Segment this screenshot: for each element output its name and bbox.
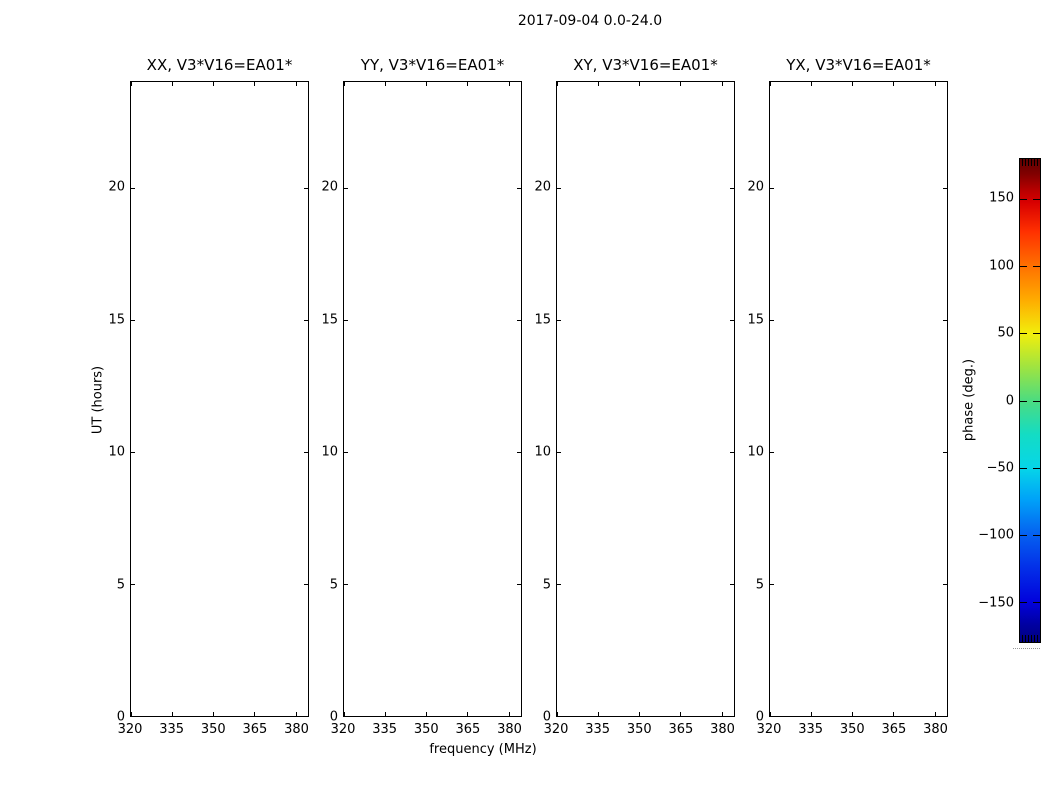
x-tick-label: 350 — [626, 722, 652, 737]
y-tick — [131, 584, 135, 585]
y-tick-label: 5 — [329, 577, 338, 592]
colorbar-tick — [1033, 266, 1040, 267]
y-tick — [557, 716, 561, 717]
x-tick — [722, 82, 723, 86]
colorbar-tick — [1033, 199, 1040, 200]
y-tick-label: 15 — [321, 312, 338, 327]
subplot-xx-title: XX, V3*V16=EA01* — [146, 56, 293, 74]
x-tick-label: 350 — [200, 722, 226, 737]
colorbar-tick — [1020, 401, 1027, 402]
y-tick — [730, 188, 734, 189]
y-tick — [304, 320, 308, 321]
x-tick — [213, 82, 214, 86]
colorbar-under-dots — [1013, 648, 1040, 649]
colorbar — [1019, 158, 1041, 643]
y-tick-label: 20 — [108, 179, 125, 195]
y-tick-label: 0 — [116, 709, 125, 725]
subplot-yy-axes — [343, 81, 522, 717]
x-tick-label: 365 — [242, 722, 268, 737]
subplot-xy-panel — [534, 56, 735, 737]
y-tick — [517, 584, 521, 585]
x-tick-label: 380 — [710, 722, 735, 737]
x-tick — [385, 712, 386, 716]
x-tick-label: 380 — [923, 722, 948, 737]
y-axis-label: UT (hours) — [90, 365, 106, 435]
y-tick-label: 20 — [747, 179, 764, 195]
x-tick-label: 365 — [668, 722, 694, 737]
x-tick — [639, 82, 640, 86]
y-tick-label: 0 — [542, 709, 551, 725]
y-tick — [770, 320, 774, 321]
x-tick-label: 320 — [117, 722, 143, 737]
colorbar-tick — [1020, 602, 1027, 603]
y-tick-label: 0 — [755, 709, 764, 725]
y-tick — [557, 584, 561, 585]
x-tick — [509, 82, 510, 86]
x-tick-label: 320 — [543, 722, 569, 737]
y-tick — [344, 320, 348, 321]
x-tick — [680, 712, 681, 716]
y-tick — [344, 188, 348, 189]
x-tick — [213, 712, 214, 716]
x-tick — [811, 82, 812, 86]
subplot-yx-panel — [747, 56, 948, 737]
y-tick — [557, 188, 561, 189]
x-tick — [344, 82, 345, 86]
y-tick-label: 5 — [542, 577, 551, 592]
x-tick — [296, 712, 297, 716]
y-tick — [517, 320, 521, 321]
x-tick — [426, 82, 427, 86]
colorbar-tick — [1033, 535, 1040, 536]
x-tick — [131, 82, 132, 86]
subplot-yx-axes — [769, 81, 948, 717]
subplot-xx-axes — [130, 81, 309, 717]
y-tick — [730, 584, 734, 585]
figure-title: 2017-09-04 0.0-24.0 — [517, 13, 663, 29]
x-tick — [254, 712, 255, 716]
subplot-yx-title: YX, V3*V16=EA01* — [786, 56, 931, 74]
x-tick — [852, 712, 853, 716]
x-tick — [509, 712, 510, 716]
colorbar-tick-label: −150 — [978, 595, 1014, 611]
y-tick — [730, 320, 734, 321]
x-tick — [852, 82, 853, 86]
x-tick — [385, 82, 386, 86]
y-tick — [517, 716, 521, 717]
subplot-xy-title: XY, V3*V16=EA01* — [573, 56, 718, 74]
x-axis-label: frequency (MHz) — [429, 742, 537, 757]
x-tick — [811, 712, 812, 716]
x-tick — [172, 82, 173, 86]
y-tick-label: 15 — [534, 312, 551, 327]
y-tick — [557, 452, 561, 453]
subplot-yy-title: YY, V3*V16=EA01* — [360, 56, 505, 74]
y-tick — [344, 584, 348, 585]
x-tick-label: 335 — [372, 722, 398, 737]
x-tick-label: 350 — [413, 722, 439, 737]
y-tick — [730, 452, 734, 453]
x-tick-label: 335 — [798, 722, 824, 737]
y-tick-label: 5 — [755, 577, 764, 592]
y-tick — [770, 584, 774, 585]
y-tick-label: 5 — [116, 577, 125, 592]
colorbar-label: phase (deg.) — [961, 358, 977, 442]
y-tick-label: 10 — [321, 444, 338, 460]
x-tick — [770, 82, 771, 86]
y-tick — [770, 452, 774, 453]
y-tick-label: 10 — [534, 444, 551, 460]
y-tick — [730, 716, 734, 717]
x-tick — [172, 712, 173, 716]
colorbar-tick — [1020, 333, 1027, 334]
x-tick-label: 365 — [881, 722, 907, 737]
x-tick — [557, 82, 558, 86]
y-tick-label: 10 — [747, 444, 764, 460]
y-tick — [517, 452, 521, 453]
y-tick — [770, 716, 774, 717]
subplot-xy-axes — [556, 81, 735, 717]
colorbar-bottom-hatch — [1022, 635, 1038, 642]
y-tick — [304, 452, 308, 453]
y-tick — [557, 320, 561, 321]
x-tick-label: 335 — [585, 722, 611, 737]
colorbar-tick — [1033, 333, 1040, 334]
colorbar-tick — [1020, 535, 1027, 536]
x-tick — [935, 712, 936, 716]
y-tick — [131, 452, 135, 453]
x-tick — [467, 712, 468, 716]
y-tick — [770, 188, 774, 189]
colorbar-tick — [1033, 401, 1040, 402]
subplot-yy-panel — [321, 56, 522, 737]
x-tick-label: 365 — [455, 722, 481, 737]
y-tick — [943, 584, 947, 585]
x-tick-label: 350 — [839, 722, 865, 737]
colorbar-tick-label: −100 — [978, 527, 1014, 543]
y-tick — [131, 716, 135, 717]
x-tick — [296, 82, 297, 86]
y-tick-label: 20 — [321, 179, 338, 195]
y-tick — [943, 320, 947, 321]
y-tick — [344, 716, 348, 717]
colorbar-tick-label: 150 — [989, 190, 1014, 206]
x-tick — [254, 82, 255, 86]
colorbar-tick — [1033, 602, 1040, 603]
x-tick-label: 380 — [284, 722, 309, 737]
colorbar-tick — [1020, 266, 1027, 267]
y-tick — [304, 188, 308, 189]
colorbar-tick-label: 0 — [1005, 393, 1014, 408]
x-tick — [598, 712, 599, 716]
y-tick-label: 15 — [108, 312, 125, 327]
y-tick — [943, 188, 947, 189]
x-tick-label: 335 — [159, 722, 185, 737]
colorbar-tick-label: 100 — [989, 258, 1014, 274]
x-tick — [722, 712, 723, 716]
y-tick — [344, 452, 348, 453]
subplot-xx-panel — [108, 56, 309, 737]
x-tick — [598, 82, 599, 86]
y-tick — [304, 716, 308, 717]
x-tick — [467, 82, 468, 86]
colorbar-tick — [1033, 468, 1040, 469]
y-tick-label: 15 — [747, 312, 764, 327]
colorbar-top-hatch — [1022, 159, 1038, 166]
y-tick — [943, 716, 947, 717]
x-tick-label: 380 — [497, 722, 522, 737]
y-tick — [304, 584, 308, 585]
y-tick-label: 0 — [329, 709, 338, 725]
colorbar-tick-label: 50 — [997, 325, 1014, 341]
x-tick-label: 320 — [756, 722, 782, 737]
y-tick — [131, 320, 135, 321]
colorbar-tick-label: −50 — [986, 460, 1014, 476]
x-tick-label: 320 — [330, 722, 356, 737]
x-tick — [639, 712, 640, 716]
colorbar-tick — [1020, 468, 1027, 469]
y-tick — [131, 188, 135, 189]
y-tick-label: 10 — [108, 444, 125, 460]
y-tick — [517, 188, 521, 189]
x-tick — [893, 82, 894, 86]
x-tick — [426, 712, 427, 716]
y-tick — [943, 452, 947, 453]
colorbar-tick — [1020, 199, 1027, 200]
y-tick-label: 20 — [534, 179, 551, 195]
x-tick — [935, 82, 936, 86]
x-tick — [680, 82, 681, 86]
x-tick — [893, 712, 894, 716]
